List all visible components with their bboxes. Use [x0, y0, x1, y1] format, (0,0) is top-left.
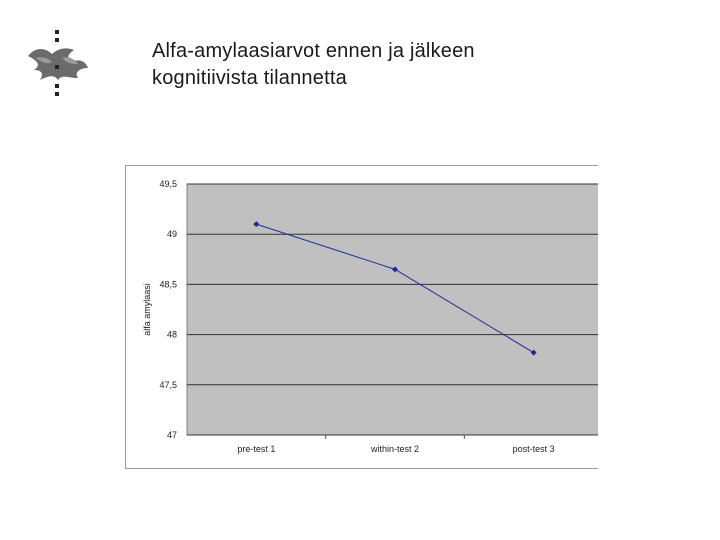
x-tick-label: within-test 2 — [370, 444, 420, 454]
x-tick-label: pre-test 1 — [237, 444, 276, 454]
x-tick-label: post-test 3 — [512, 444, 555, 454]
y-tick-label: 47 — [166, 430, 177, 440]
slide-title — [152, 38, 672, 92]
slide-title-line-2: kognitiivista tilannetta — [152, 67, 347, 89]
university-flame-logo-icon — [22, 28, 92, 100]
line-chart — [126, 166, 598, 468]
y-axis-title: alfa amylaasi — [142, 283, 152, 336]
chart-frame — [125, 165, 598, 469]
y-tick-label: 48,5 — [159, 279, 177, 290]
plot-area — [187, 184, 598, 435]
x-tick-labels — [237, 435, 554, 454]
y-tick-label: 49 — [166, 229, 177, 240]
y-tick-label: 47,5 — [159, 379, 177, 390]
slide-title-line-1: Alfa-amylaasiarvot ennen ja jälkeen — [152, 40, 475, 62]
y-tick-label: 48 — [166, 329, 177, 340]
y-tick-labels — [159, 179, 177, 440]
y-tick-label: 49,5 — [159, 179, 177, 189]
